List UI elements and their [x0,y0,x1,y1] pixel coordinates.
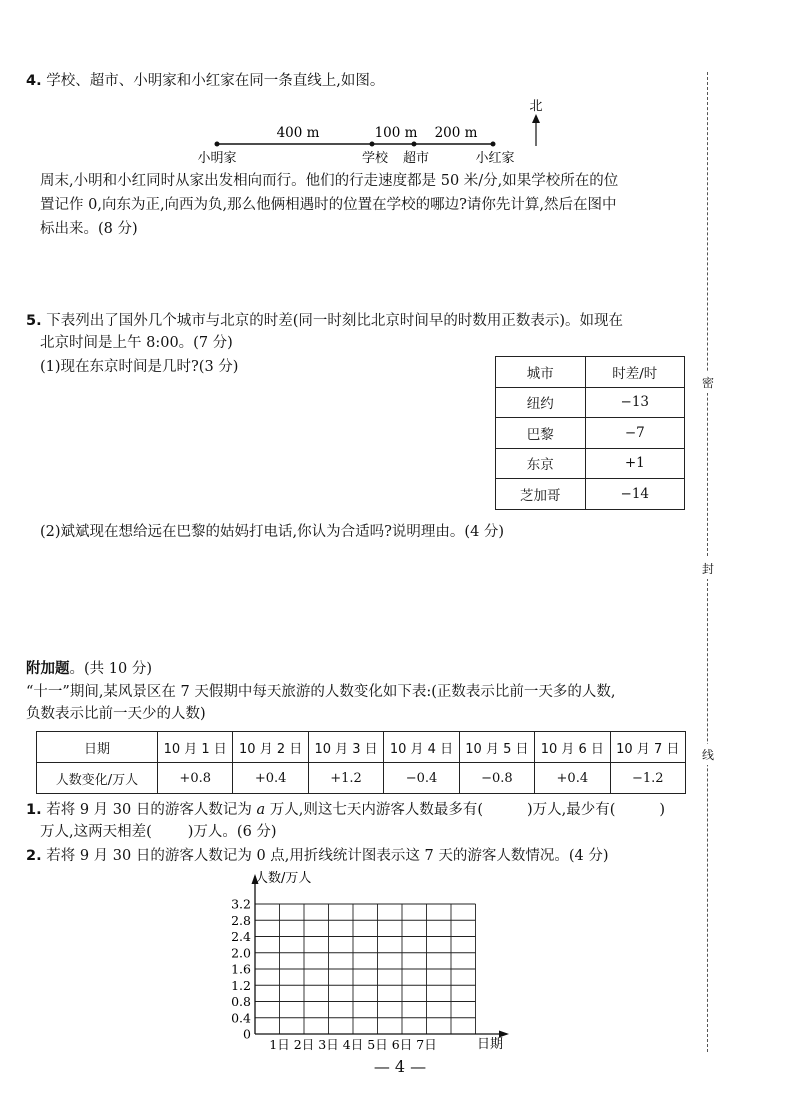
date-cell: 10 月 4 日 [384,732,459,763]
label-school: 学校 [361,151,389,166]
y-tick-label: 1.6 [231,961,251,977]
change-cell: +1.2 [308,763,383,794]
q4-para-line3: 标出来。(8 分) [40,221,138,237]
grid-lines [255,904,476,1034]
distance-100: 100 m [374,125,418,141]
point-school [370,142,375,147]
bonus-title-suffix: 。(共 10 分) [69,661,152,677]
y-tick-label: 2.4 [231,929,251,944]
table-row [496,387,685,418]
table-header-row [496,357,685,388]
date-cell: 10 月 5 日 [459,732,534,763]
change-cell: −1.2 [610,763,685,794]
binding-char-mi: 密 [702,372,714,393]
y-tick-label: 0.8 [231,994,251,1009]
city-name: 芝加哥 [496,479,586,510]
date-cell: 10 月 7 日 [610,732,685,763]
point-supermarket [412,142,417,147]
city-name: 巴黎 [496,418,586,449]
q4-para-line2: 置记作 0,向东为正,向西为负,那么他俩相遇时的位置在学校的哪边?请你先计算,然后在图中 [40,197,617,213]
bonus-q1-line1 [26,799,665,821]
date-cell: 10 月 1 日 [158,732,233,763]
bonus-heading [26,658,152,680]
city-name: 纽约 [496,387,586,418]
north-label: 北 [529,99,543,114]
bonus-q1-line2a: 万人,这两天相差( [40,824,152,840]
q5-sub2: (2)斌斌现在想给远在巴黎的姑妈打电话,你认为合适吗?说明理由。(4 分) [40,524,505,540]
bonus-q1-var: a [256,802,266,818]
row-label-dates: 日期 [37,732,158,763]
change-cell: −0.4 [384,763,459,794]
table-row [496,479,685,510]
point-xiaohong-home [491,142,496,147]
change-cell: +0.8 [158,763,233,794]
change-cell: −0.8 [459,763,534,794]
table-row [496,448,685,479]
point-xiaoming-home [215,142,220,147]
binding-char-feng: 封 [702,558,714,579]
x-tick-label: 6日 [391,1037,413,1052]
north-arrowhead [532,114,540,123]
dates-row [37,732,686,763]
bonus-intro-line1: “十一”期间,某风景区在 7 天假期中每天旅游的人数变化如下表:(正数表示比前一天多的人数, [26,684,616,700]
bonus-q1-line2b: )万人。(6 分) [187,824,277,840]
binding-char-xian: 线 [702,744,714,765]
chart-ylabel: 人数/万人 [255,871,312,886]
blank-line-chart-grid[interactable] [215,862,515,1058]
page-number: — 4 — [373,1057,427,1076]
distance-200: 200 m [434,125,478,141]
q5-sub1: (1)现在东京时间是几时?(3 分) [40,359,239,375]
x-tick-label: 2日 [293,1037,315,1052]
label-supermarket: 超市 [402,151,430,166]
bonus-q2-number: 2. [26,848,42,864]
label-xiaoming-home: 小明家 [197,151,237,166]
y-tick-label: 2.0 [231,945,251,961]
bonus-q1-line2 [40,821,277,843]
bonus-intro-line2: 负数表示比前一天少的人数) [26,706,206,722]
changes-row [37,763,686,794]
q5-line2: 北京时间是上午 8:00。(7 分) [40,335,233,351]
table-row [496,418,685,449]
y-tick-labels [231,897,251,1042]
city-time-difference-table [495,356,685,510]
city-diff: −14 [585,479,684,510]
y-tick-label: 2.8 [231,912,251,928]
bonus-title: 附加题 [26,661,70,677]
x-tick-label: 5日 [367,1037,388,1052]
label-xiaohong-home: 小红家 [475,151,515,166]
bonus-q2-text: 若将 9 月 30 日的游客人数记为 0 点,用折线统计图表示这 7 天的游客人数情况。(4 分) [46,848,609,864]
header-city: 城市 [496,357,586,388]
x-tick-label: 1日 [269,1037,290,1052]
q5-number: 5. [26,313,42,329]
change-cell: +0.4 [233,763,308,794]
q4-number: 4. [26,73,42,89]
bonus-q1-part2: 万人,则这七天内游客人数最多有( [265,802,483,818]
change-cell: +0.4 [535,763,610,794]
date-cell: 10 月 3 日 [308,732,383,763]
y-tick-label: 1.2 [231,977,251,993]
q4-text: 学校、超市、小明家和小红家在同一条直线上,如图。 [46,73,385,89]
bonus-q1-part4: ) [659,802,666,818]
q4-stem [26,70,384,92]
y-tick-label: 0 [243,1026,251,1042]
city-diff: −7 [585,418,684,449]
y-tick-label: 3.2 [231,896,251,912]
q5-stem-line1 [26,310,623,332]
q5-line1: 下表列出了国外几个城市与北京的时差(同一时刻比北京时间早的时数用正数表示)。如现在 [46,313,624,329]
city-diff: −13 [585,387,684,418]
bonus-q1-number: 1. [26,802,42,818]
row-label-changes: 人数变化/万人 [37,763,158,794]
city-name: 东京 [496,448,586,479]
visitor-change-table [36,731,686,794]
bonus-q1-part3: )万人,最少有( [526,802,616,818]
x-tick-label: 4日 [342,1037,364,1052]
x-tick-labels [269,1037,436,1052]
city-diff: +1 [585,448,684,479]
q4-line-diagram [180,92,550,172]
header-time-diff: 时差/时 [585,357,684,388]
y-tick-label: 0.4 [231,1010,251,1026]
q4-para-line1: 周末,小明和小红同时从家出发相向而行。他们的行走速度都是 50 米/分,如果学校所在的位 [40,173,619,189]
x-tick-label: 3日 [318,1037,339,1052]
x-tick-label: 7日 [416,1037,437,1052]
date-cell: 10 月 2 日 [233,732,308,763]
chart-xlabel: 日期 [477,1037,504,1052]
date-cell: 10 月 6 日 [535,732,610,763]
distance-400: 400 m [276,125,320,141]
bonus-q1-part1: 若将 9 月 30 日的游客人数记为 [46,802,257,818]
